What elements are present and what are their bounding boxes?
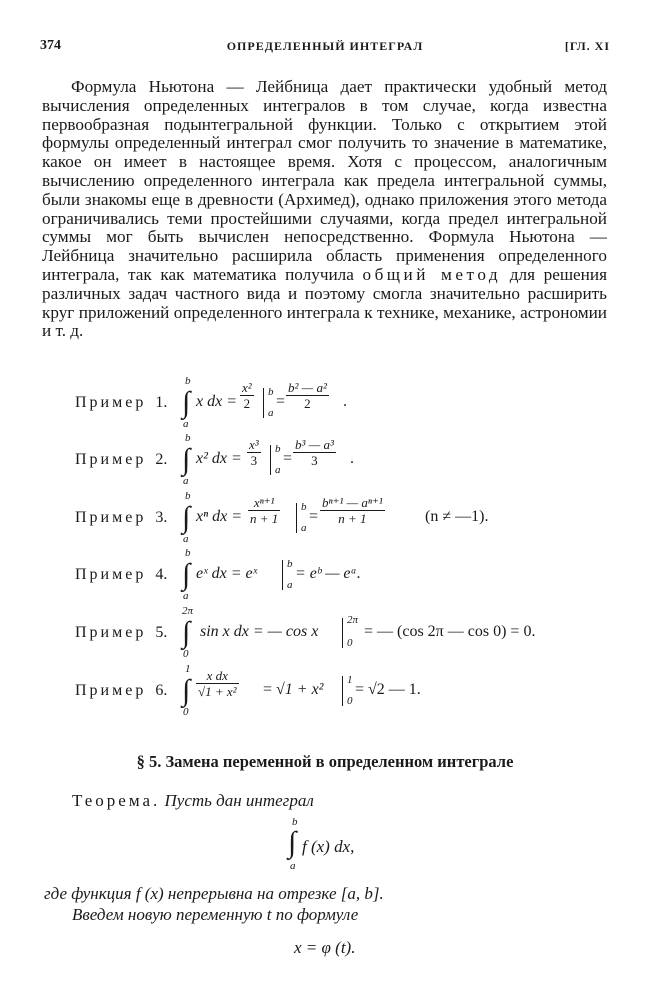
theorem-condition: где функция f (x) непрерывна на отрезке [a, b]. bbox=[44, 884, 384, 903]
fraction: $\frac{\text{x dx}}{\text{√1 + x²}}$ bbox=[198, 668, 237, 699]
integral-sign: ∫ bbox=[182, 501, 191, 534]
intro-emphasis: общий метод bbox=[362, 264, 502, 284]
evaluation-bar bbox=[296, 503, 297, 533]
theorem-line bbox=[72, 791, 314, 811]
evaluation-bar bbox=[282, 560, 283, 590]
theorem-substitution: Введем новую переменную t по формуле bbox=[72, 905, 359, 924]
page-header bbox=[40, 38, 610, 58]
integral-sign: ∫ bbox=[182, 674, 191, 707]
page-number: 374 bbox=[40, 38, 61, 53]
intro-paragraph bbox=[42, 78, 607, 341]
example-label: Пример 5. bbox=[75, 624, 168, 641]
integral-sign: ∫ bbox=[182, 558, 191, 591]
running-title: ОПРЕДЕЛЕННЫЙ ИНТЕГРАЛ bbox=[226, 39, 424, 53]
evaluation-bar bbox=[342, 618, 343, 648]
fraction: $\frac{\text{xⁿ⁺¹}}{n + 1}$ bbox=[250, 495, 279, 526]
example-label: Пример 6. bbox=[75, 682, 168, 699]
evaluation-bar bbox=[263, 388, 264, 418]
example-label: Пример 2. bbox=[75, 451, 168, 468]
integral-sign: ∫ bbox=[182, 386, 191, 419]
integral-sign: ∫ bbox=[288, 826, 297, 859]
integral-sign: ∫ bbox=[182, 616, 191, 649]
example-label: Пример 4. bbox=[75, 566, 168, 583]
evaluation-bar bbox=[342, 676, 343, 706]
section-heading: § 5. Замена переменной в определенном интеграле bbox=[136, 752, 514, 771]
evaluation-bar bbox=[270, 445, 271, 475]
example-label: Пример 1. bbox=[75, 394, 168, 411]
theorem-integral: b ∫ a f (x) dx, bbox=[288, 816, 355, 872]
theorem-statement: Пусть дан интеграл bbox=[164, 791, 314, 810]
fraction: $\frac{\text{bⁿ⁺¹ — aⁿ⁺¹}}{n + 1}$ bbox=[322, 495, 383, 526]
substitution-formula: x = φ (t). bbox=[294, 938, 356, 957]
book-page: 374 ОПРЕДЕЛЕННЫЙ ИНТЕГРАЛ [ГЛ. XI Формула Ньютона — Лейбница дает практически удобный метод вычисления определенных интегралов в том случае, когда известна первообразная подынтегральной функции. Только с открытием этой формулы определенный интеграл смог получить то значение в математике, какое он имеет в настоящее время. Хотя с процессом, аналогичным вычислению определенного интеграла как предела интегральной суммы, были знакомы еще в древности (Архимед), однако приложения этого метода ограничивались теми простейшими случаями, когда предел интегральной суммы мог быть вычислен непосредственно. Формула Ньютона — Лейбница значительно расширила область применения определенного интеграла, так как математика получила общий метод для решения различных задач частного вида и поэтому смогла значительно расширить круг приложений определенного интеграла к технике, механике, астрономии и т. д. Пример 1. b ∫ a x dx = $\frac{\text{x²}}{2}$ b a = $\frac{\text{b² — a²}}{2}$ . Пример 2. b ∫ a x² dx = $\frac{\text{x³}}{3}$ b a = $\frac{\text{b³ — a³}}{3}$ . Пример 3. b ∫ a xⁿ dx = $\frac{\text{xⁿ⁺¹}}{n + 1}$ b a = $\frac{\text{bⁿ⁺¹ — aⁿ⁺¹}}{n + 1}$ (n ≠ —1). Пример 4. b ∫ a eˣ dx = eˣ b a = eᵇ — eᵃ. Пример 5. 2π ∫ 0 sin x dx = — cos x 2π 0 = — (cos 2π — cos 0) = 0. Пример 6. 1 ∫ 0 $\frac{\text{x dx}}{\text{√1 + x²}}$ = √1 + x² 1 0 = √2 — 1. § 5. Замена переменной в определенном интеграле Теорема. Пусть дан интеграл b ∫ a f (x) dx, где функция f (x) непрерывна на отрезке [a, b]. Введем новую переменную t по формуле x = φ (t). bbox=[0, 0, 650, 998]
fraction: $\frac{\text{x²}}{2}$ bbox=[242, 380, 252, 411]
intro-text-1: Формула Ньютона — Лейбница дает практически удобный метод вычисления определенных интегралов в том случае, когда известна первообразная подынтегральной функции. Только с открытием этой формулы определенный интеграл смог получить то значение в математике, какое он имеет в настоящее время. Хотя с процессом, аналогичным вычислению определенного интеграла как предела интегральной суммы, были знакомы еще в древности (Архимед), однако приложения этого метода ограничивались теми простейшими случаями, когда предел интегральной суммы мог быть вычислен непосредственно. Формула Ньютона — Лейбница значительно расширила область применения определенного интеграла, так как математика получила bbox=[42, 77, 607, 284]
chapter-label: [ГЛ. XI bbox=[564, 39, 610, 53]
fraction: $\frac{\text{b³ — a³}}{3}$ bbox=[295, 437, 334, 468]
integral-sign: ∫ bbox=[182, 443, 191, 476]
fraction: $\frac{\text{x³}}{3}$ bbox=[249, 437, 259, 468]
theorem-label: Теорема. bbox=[72, 791, 161, 810]
intro-text-2: для решения различных задач частного вида и поэтому смогла значительно расширить круг приложений определенного интеграла к технике, механике, астрономии и т. д. bbox=[42, 264, 607, 341]
example-label: Пример 3. bbox=[75, 509, 168, 526]
fraction: $\frac{\text{b² — a²}}{2}$ bbox=[288, 380, 327, 411]
